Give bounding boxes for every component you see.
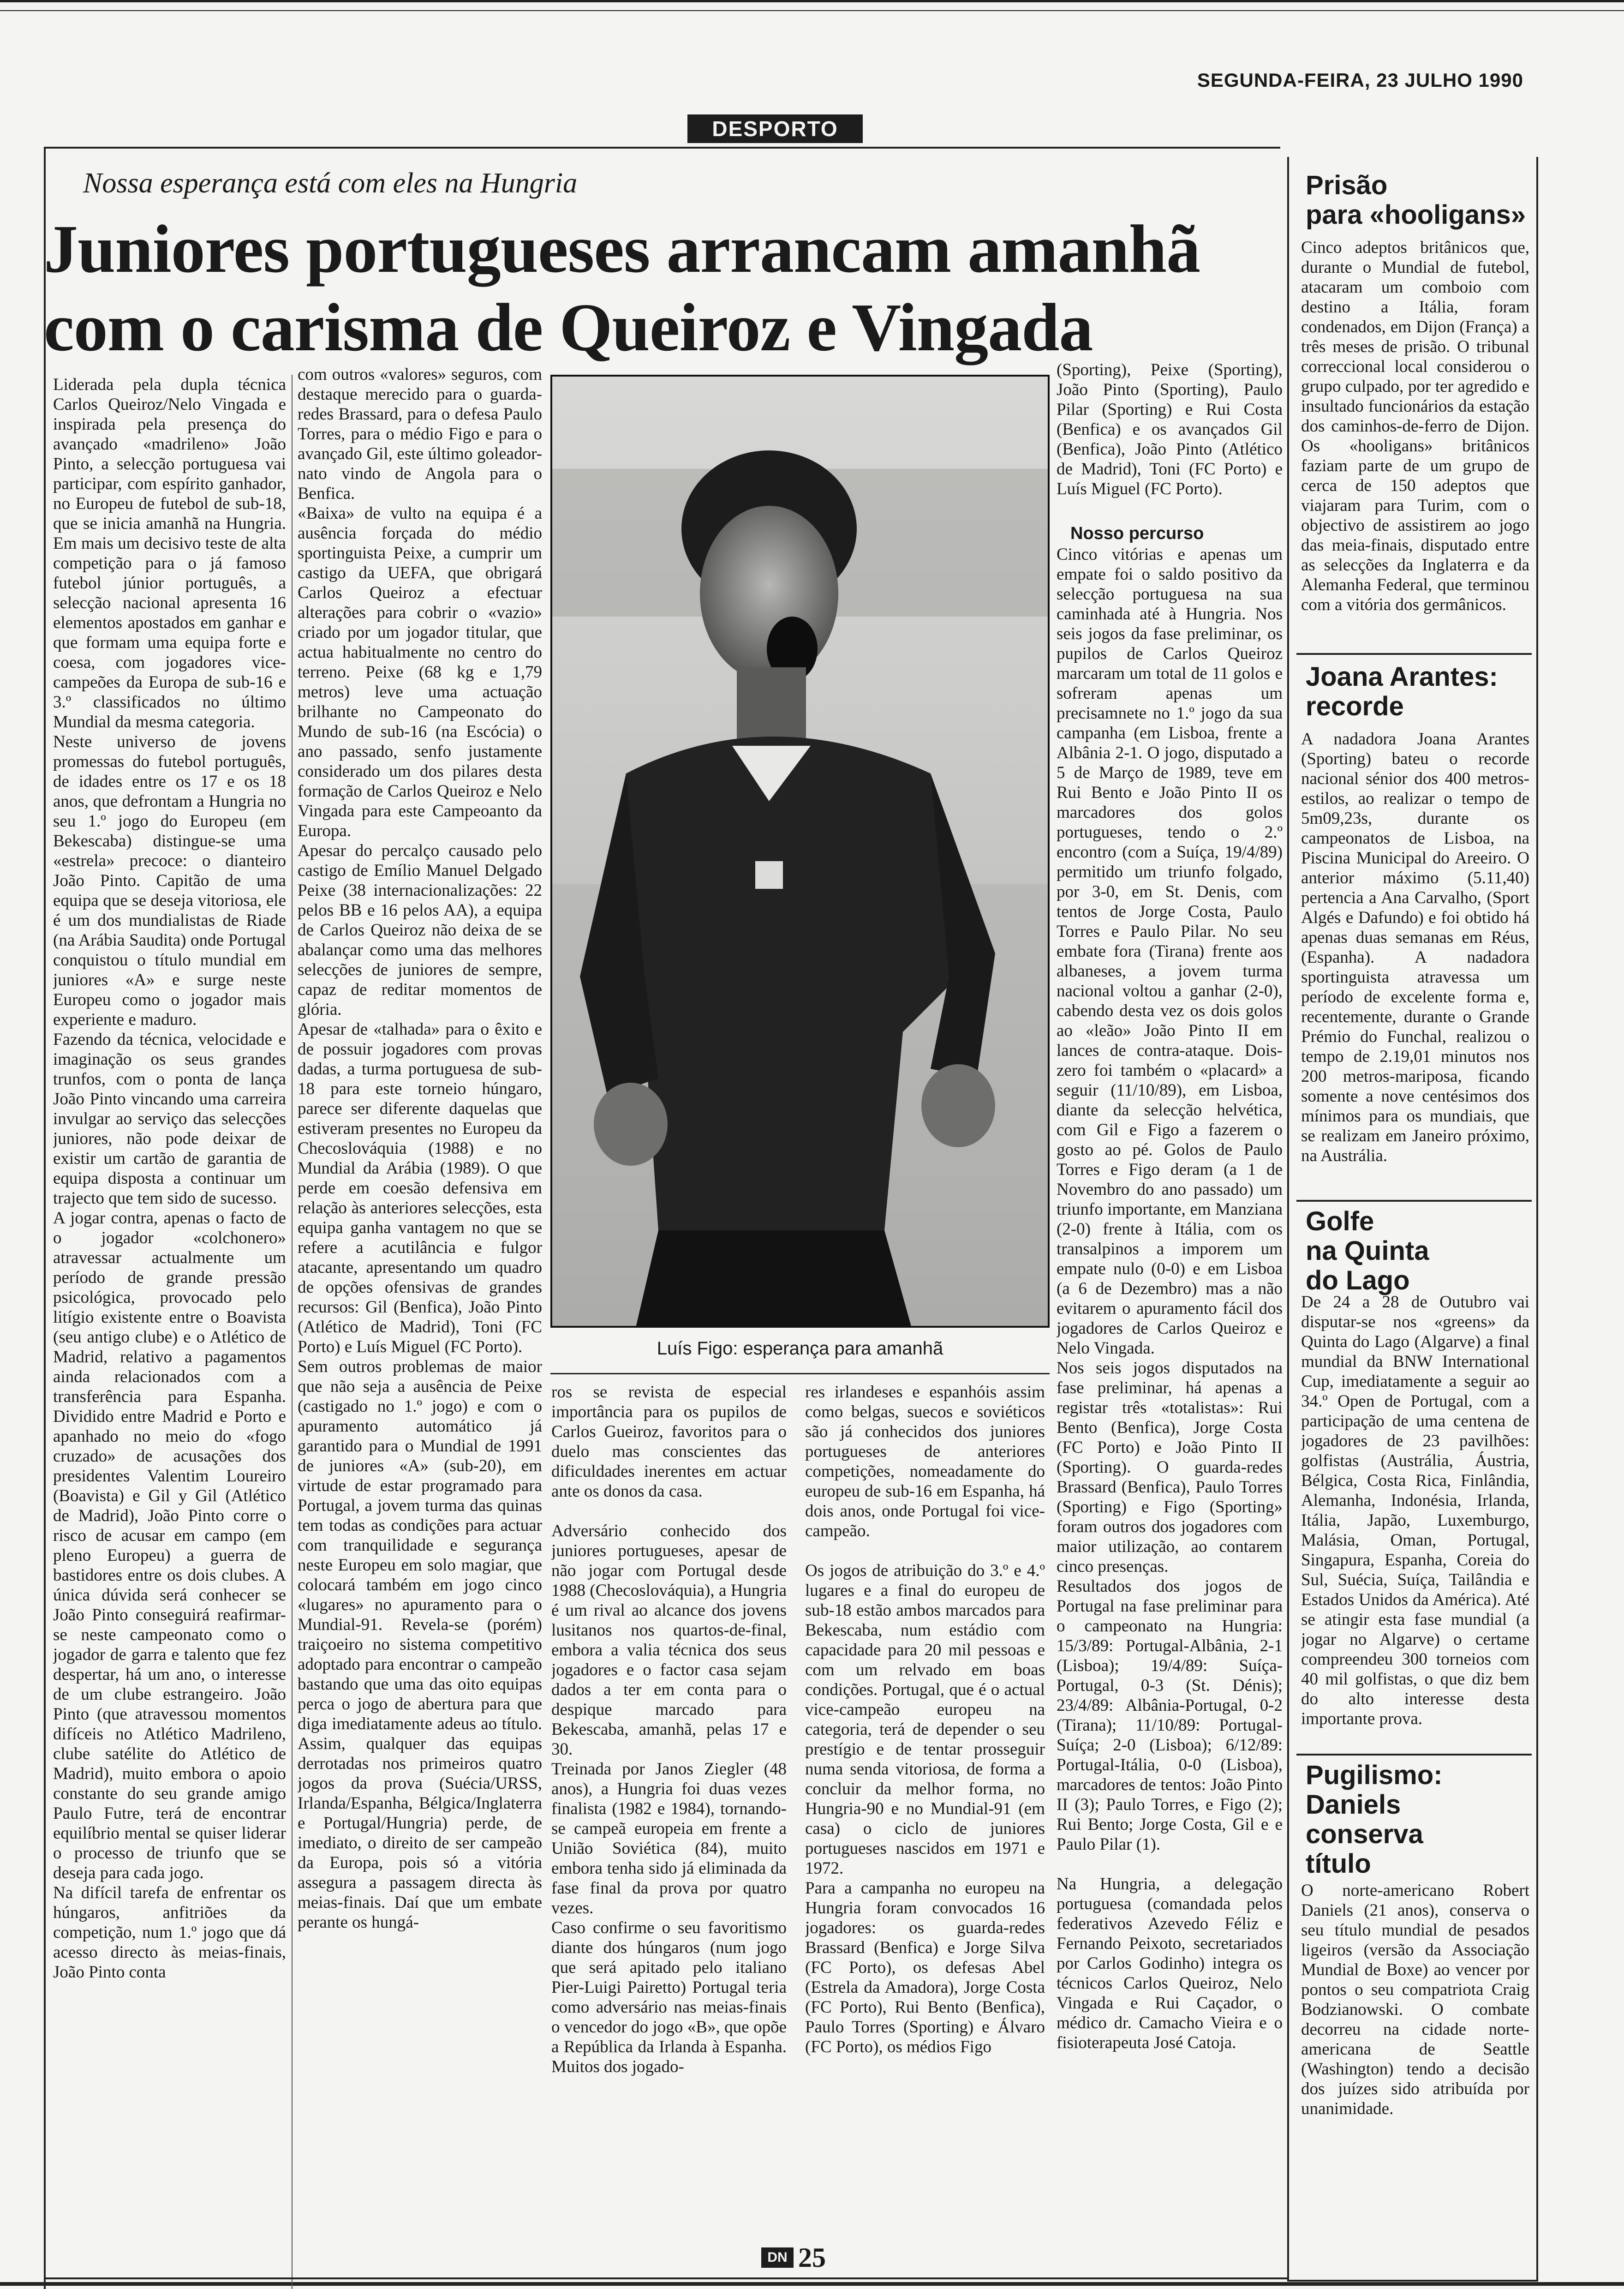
scan-border-top-thin xyxy=(0,10,1624,11)
sidebar-left-rule xyxy=(1287,157,1289,2280)
sidebar-text-arantes: A nadadora Joana Arantes (Sporting) bateu o recorde nacional sénior dos 400 metros-estilos, ao realizar o tempo de 5m09,23s, durante os campeonatos de Lisboa, na Piscina Municipal do Areeiro. O anterior máximo (5.11,40) pertencia a Ana Carvalho, (Sport Algés e Dafundo) e foi obtido há apenas duas semanas em Réus, (Espanha). A nadadora sportinguista atravessa um período de excelente forma e, recentemente, durante o Grande Prémio do Funchal, realizou o tempo de 2.19,01 minutos nos 200 metros-mariposa, ficando somente a nove centésimos dos mínimos para os mundiais, que se realizam em Janeiro próximo, na Austrália. xyxy=(1301,730,1529,1165)
page-number: 25 xyxy=(798,2242,826,2273)
sidebar-divider xyxy=(1296,1200,1532,1202)
sidebar-title-arantes: Joana Arantes: recorde xyxy=(1306,662,1498,721)
newspaper-logo: DN xyxy=(761,2247,794,2268)
sidebar-text-golfe: De 24 a 28 de Outubro vai disputar-se nos «greens» da Quinta do Lago (Algarve) a final mundial da BNW International Cup, imediatamente a seguir ao 34.º Open de Portugal, com a participação de uma centena de jogadores de 23 pavilhões: golfistas (Austrália, Áustria, Bélgica, Costa Rica, Finlândia, Alemanha, Indonésia, Irlanda, Itália, Japão, Luxemburgo, Malásia, Oman, Portugal, Singapura, Espanha, Coreia do Sul, Suécia, Suíça, Tailândia e Estados Unidos da América). Até se atingir esta fase mundial (a jogar no Algarve) o certame compreendeu 300 torneios com 40 mil golfistas, o que diz bem do alto interesse desta importante prova. xyxy=(1301,1293,1529,1728)
subhead-nosso-percurso: Nosso percurso xyxy=(1070,524,1204,543)
article-column-4: res irlandeses e espanhóis assim como belgas, suecos e soviéticos são já conhecidos dos juniores portugueses de anteriores competições, nomeadamente do europeu de sub-16 em Espanha, há dois anos, onde Portugal foi vice-campeão. Os jogos de atribuição do 3.º e 4.º lugares e a final do europeu de sub-18 estão ambos marcados para Bekescaba, num estádio com capacidade para 20 mil pessoas e com um relvado em boas condições. Portugal, que é o actual vice-campeão europeu na categoria, terá de depender o seu prestígio e de tentar prosseguir numa senda vitoriosa, de forma a concluir da melhor forma, no Hungria-90 e no Mundial-91 (em casa) o ciclo de juniores portugueses nascidos em 1971 e 1972. Para a campanha no europeu na Hungria foram convocados 16 jogadores: os guarda-redes Brassard (Benfica) e Jorge Silva (FC Porto), os defesas Abel (Estrela da Amadora), Jorge Costa (FC Porto), Rui Bento (Benfica), Paulo Torres (Sporting) e Álvaro (FC Porto), os médios Figo xyxy=(805,1383,1045,2056)
page-date: SEGUNDA-FEIRA, 23 JULHO 1990 xyxy=(1197,69,1523,91)
footer-rule xyxy=(44,2277,1287,2279)
left-frame-rule xyxy=(44,147,46,2289)
scan-border-bottom xyxy=(0,2282,1624,2286)
figo-photo xyxy=(550,375,1050,1328)
caption-rule xyxy=(550,1373,1050,1374)
scan-border-top xyxy=(0,0,1624,2)
player-photo-image xyxy=(552,377,1050,1328)
article-headline: Juniores portugueses arrancam amanhã com o carisma de Queiroz e Vingada xyxy=(44,211,1200,366)
section-rule xyxy=(44,147,1280,149)
article-column-2: com outros «valores» seguros, com destaque merecido para o guarda-redes Brassard, para o defesa Paulo Torres, para o médio Figo e para o avançado Gil, este último goleador-nato vindo de Angola para o Benfica. «Baixa» de vulto na equipa é a ausência forçada do médio sportinguista Peixe, a cumprir um castigo da UEFA, que obrigará Carlos Queiroz a efectuar alterações para cobrir o «vazio» criado por um jogador titular, que actua habitualmente no centro do terreno. Peixe (68 kg e 1,79 metros) leve uma actuação brilhante no Campeonato do Mundo de sub-16 (na Escócia) o ano passado, senfo justamente considerado um dos pilares desta formação de Carlos Queiroz e Nelo Vingada para este Campeoanto da Europa. Apesar do percalço causado pelo castigo de Emílio Manuel Delgado Peixe (38 internacionalizações: 22 pelos BB e 16 pelos AA), a equipa de Carlos Queiroz não deixa de se abalançar como uma das melhores selecções de juniores de sempre, capaz de reditar momentos de glória. Apesar de «talhada» para o êxito e de possuir jogadores com provas dadas, a turma portuguesa de sub-18 para este torneio húngaro, parece ser diferente daquelas que estiveram presentes no Europeu da Checoslováquia (1988) e no Mundial da Arábia (1989). O que perde em coesão defensiva em relação às anteriores selecções, esta equipa ganha vantagem no que se refere a acutilância e fulgor atacante, apresentando um quadro de opções ofensivas de grandes recursos: Gil (Benfica), João Pinto (Atlético de Madrid), Toni (FC Porto) e Luís Miguel (FC Porto). Sem outros problemas de maior que não seja a ausência de Peixe (castigado no 1.º jogo) e com o apuramento automático já garantido para o Mundial de 1991 de juniores «A» (sub-20), em virtude de estar programado para Portugal, a jovem turma das quinas tem todas as condições para actuar com tranquilidade e segurança neste Europeu em solo magiar, que colocará também em jogo cinco «lugares» no apuramento para o Mundial-91. Revela-se (porém) traiçoeiro no sistema competitivo adoptado para encontrar o campeão bastando que uma das oito equipas perca o jogo de abertura para que diga imediatamente adeus ao título. Assim, qualquer das equipas derrotadas nos primeiros quatro jogos da prova (Suécia/URSS, Irlanda/Espanha, Bélgica/Inglaterra e Portugal/Hungria) perde, de imediato, o direito de ser campeão da Europa, pois só a vitória assegura a passagem directa às meias-finais. Daí que um embate perante os hungá- xyxy=(298,365,542,1932)
photo-caption: Luís Figo: esperança para amanhã xyxy=(657,1338,943,1359)
article-column-1: Liderada pela dupla técnica Carlos Queiroz/Nelo Vingada e inspirada pela presença do avançado «madrileno» João Pinto, a selecção portuguesa vai participar, com espírito ganhador, no Europeu de futebol de sub-18, que se inicia amanhã na Hungria. Em mais um decisivo teste de alta competição para o já famoso futebol júnior português, a selecção nacional apresenta 16 elementos apostados em ganhar e que formam uma equipa forte e coesa, com jogadores vice-campeões da Europa de sub-16 e 3.º classificados no último Mundial da mesma categoria. Neste universo de jovens promessas do futebol português, de idades entre os 17 e os 18 anos, que defrontam a Hungria no seu 1.º jogo do Europeu (em Bekescaba) distingue-se uma «estrela» precoce: o dianteiro João Pinto. Capitão de uma equipa que se deseja vitoriosa, ele é um dos mundialistas de Riade (na Arábia Saudita) onde Portugal conquistou o título mundial em juniores «A» e surge neste Europeu como o jogador mais experiente e maduro. Fazendo da técnica, velocidade e imaginação os seus grandes trunfos, com o ponta de lança João Pinto vincando uma carreira invulgar ao serviço das selecções juniores, não pode deixar de existir um cartão de garantia de equipa disposta a continuar um trajecto que tem sido de sucesso. A jogar contra, apenas o facto de o jogador «colchonero» atravessar actualmente um período de grande pressão psicológica, provocado pelo litígio existente entre o Boavista (seu antigo clube) e o Atlético de Madrid, relativo a pagamentos ainda relacionados com a transferência para Espanha. Dividido entre Madrid e Porto e apanhado no meio do «fogo cruzado» de acusações dos presidentes Valentim Loureiro (Boavista) e Gil y Gil (Atlético de Madrid), João Pinto corre o risco de acusar em campo (em pleno Europeu) a guerra de bastidores entre os dois clubes. A única dúvida será conhecer se João Pinto conseguirá reafirmar-se neste campeonato como o jogador de garra e talento que fez despertar, há um ano, o interesse de um clube estrangeiro. João Pinto (que atravessou momentos difíceis no Atlético Madrileno, clube satélite do Atlético de Madrid), muito embora o apoio constante do seu grande amigo Paulo Futre, terá de encontrar equilíbrio mental se quiser liderar o processo de triunfo que se deseja para cada jogo. Na difícil tarefa de enfrentar os húngaros, anfitriões da competição, num 1.º jogo que dá acesso directo às meias-finais, João Pinto conta xyxy=(53,375,286,1982)
article-column-5-top: (Sporting), Peixe (Sporting), João Pinto (Sporting), Paulo Pilar (Sporting) e Rui Costa (Benfica) e os avançados Gil (Benfica), João Pinto (Atlético de Madrid), Toni (FC Porto) e Luís Miguel (FC Porto). xyxy=(1057,360,1283,498)
sidebar-bottom-rule xyxy=(1287,2280,1538,2282)
sidebar-text-pugilismo: O norte-americano Robert Daniels (21 anos), conserva o seu título mundial de pesados ligeiros (versão da Associação Mundial de Boxe) ao vencer por pontos o seu compatriota Craig Bodzianowski. O combate decorreu na cidade norte-americana de Seattle (Washington) tendo a decisão dos juízes sido atribuída por unanimidade. xyxy=(1301,1881,1529,2118)
section-label: DESPORTO xyxy=(712,117,838,141)
sidebar-text-hooligans: Cinco adeptos britânicos que, durante o Mundial de futebol, atacaram um comboio com destino a Itália, foram condenados, em Dijon (França) a três meses de prisão. O tribunal correccional local considerou o grupo culpado, por ter agredido e insultado funcionários da estação dos caminhos-de-ferro de Dijon. Os «hooligans» britânicos faziam parte de um grupo de cerca de 150 adeptos que viajaram para Turim, com o objectivo de assistirem ao jogo das meia-finais, disputado entre as selecções da Inglaterra e da Alemanha Federal, que terminou com a vitória dos germânicos. xyxy=(1301,238,1529,614)
sidebar-title-hooligans: Prisão para «hooligans» xyxy=(1306,170,1526,230)
article-column-5: Cinco vitórias e apenas um empate foi o saldo positivo da selecção portuguesa na sua caminhada até à Hungria. Nos seis jogos da fase preliminar, os pupilos de Carlos Queiroz marcaram um total de 11 golos e sofreram apenas um precisamnete no 1.º jogo da sua campanha (em Lisboa, frente a Albânia 2-1. O jogo, disputado a 5 de Março de 1989, teve em Rui Bento e João Pinto II os marcadores dos golos portugueses, tendo o 2.º encontro (com a Suíça, 19/4/89) permitido um triunfo folgado, por 3-0, em St. Denis, com tentos de Jorge Costa, Paulo Torres e Paulo Pilar. No seu embate fora (Tirana) frente aos albaneses, a jovem turma nacional voltou a ganhar (2-0), cabendo desta vez os dois golos ao «leão» João Pinto II em lances de contra-ataque. Dois-zero foi também o «placard» a seguir (11/10/89), em Lisboa, diante da selecção helvética, com Gil e Figo a fazerem o gosto ao pé. Golos de Paulo Torres e Figo deram (a 1 de Novembro do ano passado) um triunfo importante, em Manziana (2-0) frente à Itália, com os transalpinos a imporem um empate nulo (0-0) e em Lisboa (a 6 de Dezembro) mas a não evitarem o apuramento fácil dos jogadores de Carlos Queiroz e Nelo Vingada. Nos seis jogos disputados na fase preliminar, há apenas a registar três «totalistas»: Rui Bento (Benfica), Jorge Costa (FC Porto) e João Pinto II (Sporting). O guarda-redes Brassard (Benfica), Paulo Torres (Sporting) e Figo (Sporting» foram outros dos jogadores com maior utilização, ao contarem cinco presenças. Resultados dos jogos de Portugal na fase preliminar para o campeonato na Hungria: 15/3/89: Portugal-Albânia, 2-1 (Lisboa); 19/4/89: Suíça-Portugal, 0-3 (St. Dénis); 23/4/89: Albânia-Portugal, 0-2 (Tirana); 11/10/89: Portugal-Suíça; 2-0 (Lisboa); 6/12/89: Portugal-Itália, 0-0 (Lisboa), marcadores de tentos: João Pinto II (3); Paulo Torres, e Figo (2); Rui Bento; Jorge Costa, Gil e e Paulo Pilar (1). Na Hungria, a delegação portuguesa (comandada pelos federativos Azevedo Féliz e Fernando Peixoto, secretariados por Carlos Godinho) integra os técnicos Carlos Queiroz, Nelo Vingada e Rui Caçador, o médico dr. Camacho Vieira e o fisioterapeuta José Catoja. xyxy=(1057,545,1283,2052)
article-column-3: ros se revista de especial importância para os pupilos de Carlos Gueiroz, favoritos para o duelo mas conscientes das dificuldades inerentes em actuar ante os donos da casa. Adversário conhecido dos juniores portugueses, apesar de não jogar com Portugal desde 1988 (Checoslováquia), a Hungria é um rival ao alcance dos jovens lusitanos nos quartos-de-final, embora a valia técnica dos seus jogadores e o factor casa sejam dados a ter em conta para o despique marcado para Bekescaba, amanhã, pelas 17 e 30. Treinada por Janos Ziegler (48 anos), a Hungria foi duas vezes finalista (1982 e 1984), tornando-se campeã europeia em frente a União Soviética (84), muito embora tenha sido já eliminada da fase final da prova por quatro vezes. Caso confirme o seu favoritismo diante dos húngaros (num jogo que será apitado pelo italiano Pier-Luigi Pairetto) Portugal teria como adversário nas meias-finais o vencedor do jogo «B», que opõe a República da Irlanda à Espanha. Muitos dos jogado- xyxy=(551,1383,787,2076)
sidebar-divider xyxy=(1296,653,1532,655)
sidebar-divider xyxy=(1296,1754,1532,1756)
sidebar-title-pugilismo: Pugilismo: Daniels conserva título xyxy=(1306,1760,1443,1879)
article-kicker: Nossa esperança está com eles na Hungria xyxy=(83,168,578,199)
sidebar-title-golfe: Golfe na Quinta do Lago xyxy=(1306,1206,1429,1295)
column-rule xyxy=(292,375,293,2289)
sidebar-right-rule xyxy=(1536,157,1538,2280)
